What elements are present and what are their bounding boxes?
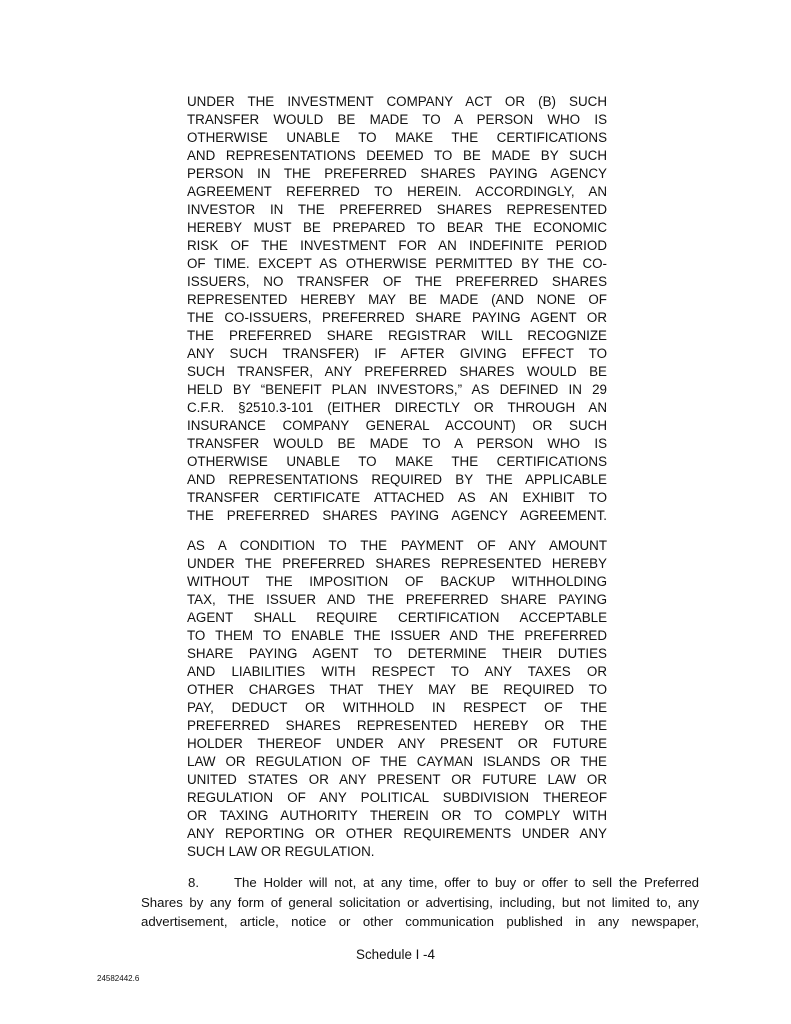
legend-line: REPRESENTED HEREBY MAY BE MADE (AND NONE OF <box>187 292 607 307</box>
legend-line: OTHERWISE UNABLE TO MAKE THE CERTIFICATIONS <box>187 130 607 145</box>
legend-line: LAW OR REGULATION OF THE CAYMAN ISLANDS OR THE <box>187 754 607 769</box>
legend-line: THE PREFERRED SHARES PAYING AGENCY AGREEMENT. <box>187 508 607 523</box>
section-text: The Holder will not, at any time, offer to buy or offer to sell the Preferred <box>234 875 699 890</box>
legend-line: AGENT SHALL REQUIRE CERTIFICATION ACCEPTABLE <box>187 610 607 625</box>
legend-paragraph-2 <box>187 537 607 861</box>
legend-line: PREFERRED SHARES REPRESENTED HEREBY OR THE <box>187 718 607 733</box>
section-8-paragraph <box>141 873 699 932</box>
section-line <box>141 873 699 893</box>
legend-line: UNDER THE PREFERRED SHARES REPRESENTED HEREBY <box>187 556 607 571</box>
legend-line: UNITED STATES OR ANY PRESENT OR FUTURE LAW OR <box>187 772 607 787</box>
legend-line: REGULATION OF ANY POLITICAL SUBDIVISION THEREOF <box>187 790 607 805</box>
legend-line: ANY REPORTING OR OTHER REQUIREMENTS UNDER ANY <box>187 826 607 841</box>
legend-line: SUCH LAW OR REGULATION. <box>187 844 375 859</box>
legend-line: SHARE PAYING AGENT TO DETERMINE THEIR DUTIES <box>187 646 607 661</box>
legend-line: THE PREFERRED SHARE REGISTRAR WILL RECOGNIZE <box>187 328 607 343</box>
legend-line: ISSUERS, NO TRANSFER OF THE PREFERRED SHARES <box>187 274 607 289</box>
legend-line: WITHOUT THE IMPOSITION OF BACKUP WITHHOLDING <box>187 574 607 589</box>
legend-paragraph-1 <box>187 93 607 525</box>
document-id: 24582442.6 <box>97 974 140 983</box>
legend-line: TO THEM TO ENABLE THE ISSUER AND THE PREFERRED <box>187 628 607 643</box>
legend-line: PAY, DEDUCT OR WITHHOLD IN RESPECT OF THE <box>187 700 607 715</box>
legend-line: AND LIABILITIES WITH RESPECT TO ANY TAXES OR <box>187 664 607 679</box>
legend-line: OF TIME. EXCEPT AS OTHERWISE PERMITTED BY THE CO- <box>187 256 607 271</box>
legend-line: TRANSFER WOULD BE MADE TO A PERSON WHO IS <box>187 112 607 127</box>
legend-line: C.F.R. §2510.3-101 (EITHER DIRECTLY OR THROUGH AN <box>187 400 607 415</box>
page-footer-label: Schedule I -4 <box>356 947 435 962</box>
legend-line: HEREBY MUST BE PREPARED TO BEAR THE ECONOMIC <box>187 220 607 235</box>
legend-line: HELD BY “BENEFIT PLAN INVESTORS,” AS DEFINED IN 29 <box>187 382 607 397</box>
legend-line: THE CO-ISSUERS, PREFERRED SHARE PAYING AGENT OR <box>187 310 607 325</box>
legend-line: ANY SUCH TRANSFER) IF AFTER GIVING EFFECT TO <box>187 346 607 361</box>
legend-line: AS A CONDITION TO THE PAYMENT OF ANY AMOUNT <box>187 538 607 553</box>
legend-line: UNDER THE INVESTMENT COMPANY ACT OR (B) SUCH <box>187 94 607 109</box>
section-line: advertisement, article, notice or other communication published in any newspaper, <box>141 914 699 929</box>
legend-line: OTHERWISE UNABLE TO MAKE THE CERTIFICATIONS <box>187 454 607 469</box>
legend-line: OR TAXING AUTHORITY THEREIN OR TO COMPLY WITH <box>187 808 607 823</box>
section-line: Shares by any form of general solicitation or advertising, including, but not limited to, any <box>141 894 699 910</box>
legend-line: HOLDER THEREOF UNDER ANY PRESENT OR FUTURE <box>187 736 607 751</box>
legend-line: TAX, THE ISSUER AND THE PREFERRED SHARE PAYING <box>187 592 607 607</box>
legend-line: SUCH TRANSFER, ANY PREFERRED SHARES WOULD BE <box>187 364 607 379</box>
legend-line: AGREEMENT REFERRED TO HEREIN. ACCORDINGLY, AN <box>187 184 607 199</box>
legend-line: AND REPRESENTATIONS REQUIRED BY THE APPLICABLE <box>187 472 607 487</box>
legend-line: INVESTOR IN THE PREFERRED SHARES REPRESENTED <box>187 202 607 217</box>
legend-line: PERSON IN THE PREFERRED SHARES PAYING AGENCY <box>187 166 607 181</box>
legend-line: TRANSFER WOULD BE MADE TO A PERSON WHO IS <box>187 436 607 451</box>
legend-line: RISK OF THE INVESTMENT FOR AN INDEFINITE PERIOD <box>187 238 607 253</box>
legend-line: OTHER CHARGES THAT THEY MAY BE REQUIRED TO <box>187 682 607 697</box>
legend-line: TRANSFER CERTIFICATE ATTACHED AS AN EXHIBIT TO <box>187 490 607 505</box>
legend-line: INSURANCE COMPANY GENERAL ACCOUNT) OR SUCH <box>187 418 607 433</box>
section-number: 8. <box>188 875 199 890</box>
legend-line: AND REPRESENTATIONS DEEMED TO BE MADE BY SUCH <box>187 148 607 163</box>
